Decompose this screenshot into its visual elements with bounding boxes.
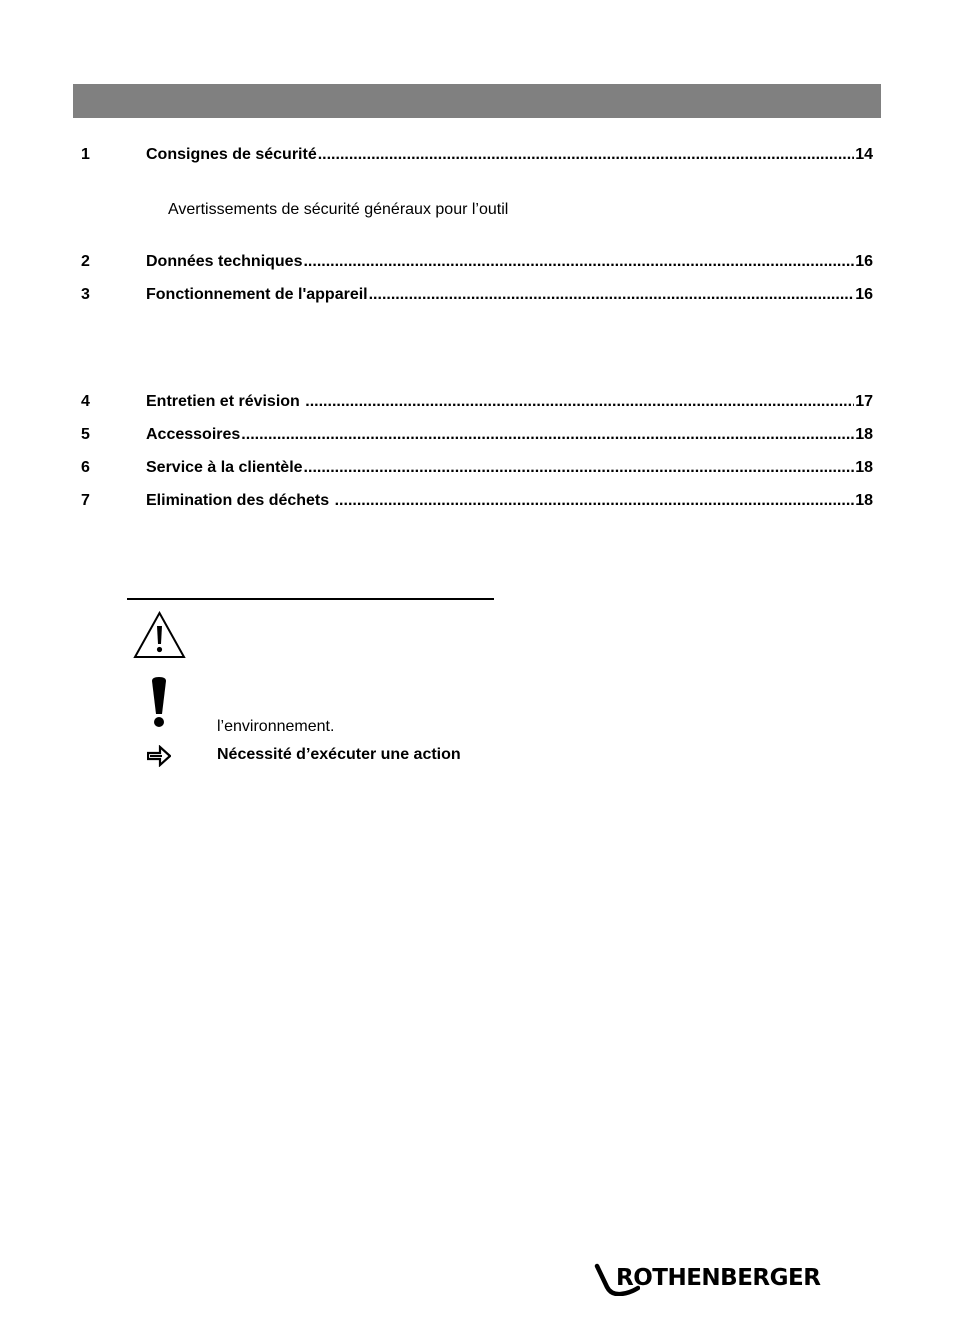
toc-title: Données techniques xyxy=(146,253,303,270)
toc-leader-dots xyxy=(369,284,855,306)
toc-title: Accessoires xyxy=(146,426,241,443)
toc-title: Consignes de sécurité xyxy=(146,146,317,163)
toc-title: Service à la clientèle xyxy=(146,459,303,476)
toc-page: 17 xyxy=(855,393,873,410)
toc-page: 18 xyxy=(855,492,873,509)
toc-leader-dots xyxy=(335,490,855,512)
toc-entry-6[interactable] xyxy=(81,457,873,479)
toc-entry-5[interactable] xyxy=(81,424,873,446)
toc-page: 18 xyxy=(855,426,873,443)
toc-number: 5 xyxy=(81,426,90,443)
legend-divider xyxy=(127,598,494,600)
toc-leader-dots xyxy=(241,424,854,446)
warning-triangle-icon xyxy=(133,611,186,659)
toc-leader-dots xyxy=(318,144,854,166)
toc-number: 4 xyxy=(81,393,90,410)
arrow-right-icon xyxy=(147,745,171,767)
exclamation-icon xyxy=(150,676,168,728)
toc-entry-1[interactable] xyxy=(81,144,873,166)
toc-page: 14 xyxy=(855,146,873,163)
toc-entry-2[interactable] xyxy=(81,251,873,273)
toc-sub-entry[interactable]: Avertissements de sécurité généraux pour l’outil xyxy=(168,201,509,218)
toc-number: 6 xyxy=(81,459,90,476)
toc-entry-7[interactable] xyxy=(81,490,873,512)
toc-entry-3[interactable] xyxy=(81,284,873,306)
header-bar xyxy=(73,84,881,118)
rothenberger-logo xyxy=(594,1262,826,1296)
toc-title: Fonctionnement de l'appareil xyxy=(146,286,368,303)
logo-text: ROTHENBERGER xyxy=(616,1265,821,1291)
toc-title: Entretien et révision xyxy=(146,393,305,410)
toc-page: 18 xyxy=(855,459,873,476)
toc-number: 2 xyxy=(81,253,90,270)
toc-page: 16 xyxy=(855,286,873,303)
toc-leader-dots xyxy=(303,251,854,273)
toc-page: 16 xyxy=(855,253,873,270)
toc-number: 3 xyxy=(81,286,90,303)
toc-number: 7 xyxy=(81,492,90,509)
toc-entry-4[interactable] xyxy=(81,391,873,413)
toc-number: 1 xyxy=(81,146,90,163)
environment-text: l’environnement. xyxy=(217,718,335,735)
action-required-text: Nécessité d’exécuter une action xyxy=(217,746,461,763)
toc-leader-dots xyxy=(305,391,854,413)
toc-title: Elimination des déchets xyxy=(146,492,334,509)
toc-leader-dots xyxy=(304,457,855,479)
